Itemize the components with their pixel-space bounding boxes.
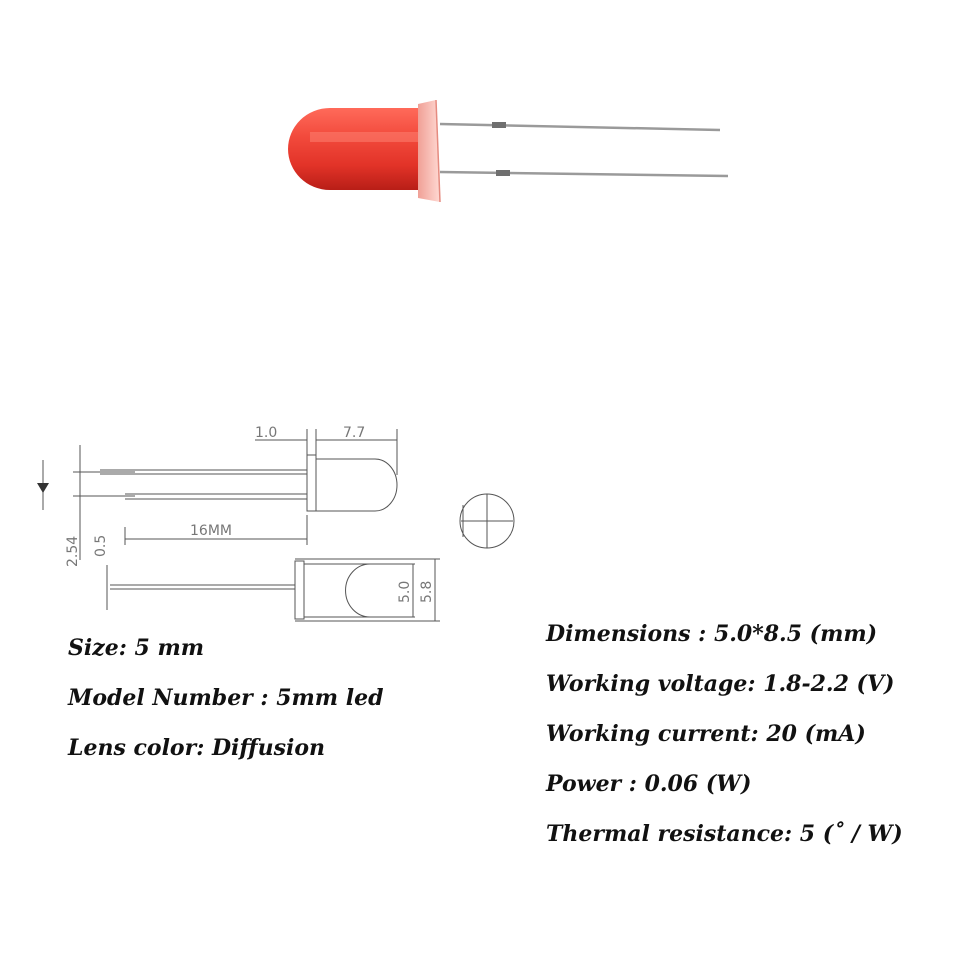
led-leads	[440, 122, 728, 176]
spec-working-voltage: Working voltage: 1.8-2.2 (V)	[546, 671, 895, 697]
spec-model-number: Model Number : 5mm led	[68, 685, 384, 711]
spec-thermal-resistance: Thermal resistance: 5 (˚ / W)	[546, 821, 903, 847]
dim-label-flange-diameter: 5.8	[419, 580, 435, 603]
spec-working-current: Working current: 20 (mA)	[546, 721, 866, 747]
spec-power: Power : 0.06 (W)	[546, 771, 752, 797]
dim-label-lead-thickness: 0.5	[93, 534, 109, 557]
dim-label-flange: 1.0	[255, 425, 278, 441]
spec-size: Size: 5 mm	[68, 635, 205, 661]
dim-label-body-diameter: 5.0	[397, 580, 413, 603]
dim-label-lead-pitch: 2.54	[65, 535, 81, 567]
dim-label-lead-length: 16MM	[190, 523, 232, 539]
spec-dimensions: Dimensions : 5.0*8.5 (mm)	[546, 621, 878, 647]
dimension-drawing	[25, 415, 540, 630]
spec-lens-color: Lens color: Diffusion	[68, 735, 326, 761]
led-lens	[288, 108, 420, 190]
dim-label-body-length: 7.7	[343, 425, 366, 441]
led-photo	[270, 80, 750, 230]
